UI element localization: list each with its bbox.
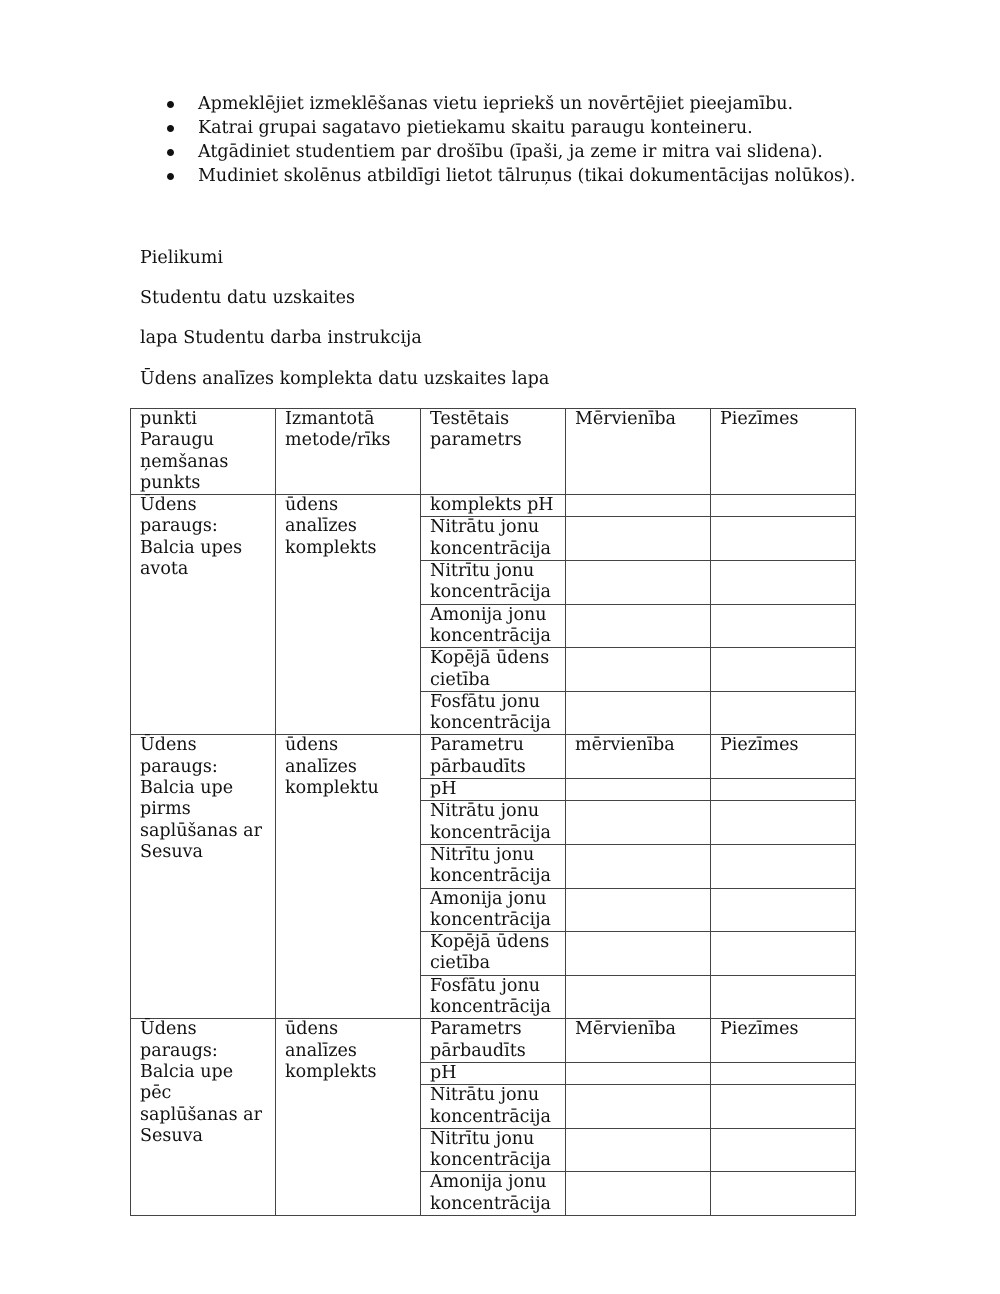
intro-bullet-list xyxy=(140,92,960,188)
bullet-item xyxy=(140,140,960,164)
unit-cell xyxy=(566,604,711,648)
parameter-cell: Nitrītu jonu koncentrācija xyxy=(421,1128,566,1172)
bullet-item xyxy=(140,116,960,140)
notes-cell xyxy=(711,888,856,932)
appendix-title: Pielikumi xyxy=(140,248,223,268)
unit-cell xyxy=(566,844,711,888)
header-unit: Mērvienība xyxy=(566,409,711,495)
sample-cell: Ūdens paraugs: Balcia upes avota xyxy=(131,495,276,735)
parameter-cell: komplekts pH xyxy=(421,495,566,517)
unit-cell xyxy=(566,561,711,605)
unit-cell xyxy=(566,1062,711,1084)
notes-cell xyxy=(711,1062,856,1084)
method-cell: ūdens analīzes komplektu xyxy=(276,735,421,1019)
unit-cell xyxy=(566,495,711,517)
parameter-cell: Amonija jonu koncentrācija xyxy=(421,888,566,932)
notes-cell xyxy=(711,1128,856,1172)
parameter-cell: Parametru pārbaudīts xyxy=(421,735,566,779)
notes-cell xyxy=(711,604,856,648)
parameter-cell: Nitrītu jonu koncentrācija xyxy=(421,561,566,605)
notes-cell xyxy=(711,517,856,561)
parameter-cell: Nitrītu jonu koncentrācija xyxy=(421,844,566,888)
unit-cell xyxy=(566,779,711,801)
header-method: Izmantotā metode/rīks xyxy=(276,409,421,495)
header-parameter: Testētais parametrs xyxy=(421,409,566,495)
bullet-text: Mudiniet skolēnus atbildīgi lietot tālruņus (tikai dokumentācijas nolūkos). xyxy=(198,166,856,186)
method-cell: ūdens analīzes komplekts xyxy=(276,495,421,735)
bullet-dot-icon xyxy=(167,173,174,180)
bullet-text: Apmeklējiet izmeklēšanas vietu iepriekš un novērtējiet pieejamību. xyxy=(198,94,794,114)
notes-cell xyxy=(711,975,856,1019)
parameter-cell: Nitrātu jonu koncentrācija xyxy=(421,1085,566,1129)
notes-cell xyxy=(711,1172,856,1216)
parameter-cell: Fosfātu jonu koncentrācija xyxy=(421,691,566,735)
bullet-text: Atgādiniet studentiem par drošību (īpaši, ja zeme ir mitra vai slidena). xyxy=(198,142,823,162)
notes-cell xyxy=(711,932,856,976)
parameter-cell: Nitrātu jonu koncentrācija xyxy=(421,801,566,845)
notes-cell: Piezīmes xyxy=(711,735,856,779)
parameter-cell: Fosfātu jonu koncentrācija xyxy=(421,975,566,1019)
unit-cell xyxy=(566,801,711,845)
method-cell: ūdens analīzes komplekts xyxy=(276,1019,421,1216)
notes-cell xyxy=(711,561,856,605)
unit-cell xyxy=(566,888,711,932)
table-header-row xyxy=(131,409,856,495)
bullet-dot-icon xyxy=(167,101,174,108)
unit-cell xyxy=(566,1085,711,1129)
parameter-cell: Amonija jonu koncentrācija xyxy=(421,1172,566,1216)
sample-cell: Ūdens paraugs: Balcia upe pirms saplūšanas ar Sesuva xyxy=(131,735,276,1019)
unit-cell: mērvienība xyxy=(566,735,711,779)
notes-cell xyxy=(711,801,856,845)
notes-cell xyxy=(711,495,856,517)
header-sample-point xyxy=(131,409,276,495)
unit-cell xyxy=(566,648,711,692)
parameter-cell: Amonija jonu koncentrācija xyxy=(421,604,566,648)
bullet-text: Katrai grupai sagatavo pietiekamu skaitu paraugu konteineru. xyxy=(198,118,753,138)
parameter-cell: pH xyxy=(421,779,566,801)
water-analysis-table xyxy=(130,408,856,1216)
header-notes: Piezīmes xyxy=(711,409,856,495)
unit-cell: Mērvienība xyxy=(566,1019,711,1063)
notes-cell xyxy=(711,779,856,801)
table-row xyxy=(131,495,856,517)
table-row xyxy=(131,1019,856,1063)
bullet-dot-icon xyxy=(167,125,174,132)
unit-cell xyxy=(566,1128,711,1172)
unit-cell xyxy=(566,1172,711,1216)
table-title: Ūdens analīzes komplekta datu uzskaites lapa xyxy=(140,369,550,389)
sample-cell: Ūdens paraugs: Balcia upe pēc saplūšanas ar Sesuva xyxy=(131,1019,276,1216)
bullet-dot-icon xyxy=(167,149,174,156)
bullet-item xyxy=(140,92,960,116)
notes-cell xyxy=(711,648,856,692)
notes-cell xyxy=(711,691,856,735)
parameter-cell: pH xyxy=(421,1062,566,1084)
section-line: lapa Studentu darba instrukcija xyxy=(140,328,422,348)
unit-cell xyxy=(566,691,711,735)
header-text: Paraugu ņemšanas punkts xyxy=(140,430,229,493)
bullet-item xyxy=(140,164,960,188)
unit-cell xyxy=(566,975,711,1019)
unit-cell xyxy=(566,517,711,561)
parameter-cell: Kopējā ūdens cietība xyxy=(421,648,566,692)
unit-cell xyxy=(566,932,711,976)
parameter-cell: Parametrs pārbaudīts xyxy=(421,1019,566,1063)
notes-cell xyxy=(711,1085,856,1129)
notes-cell: Piezīmes xyxy=(711,1019,856,1063)
notes-cell xyxy=(711,844,856,888)
parameter-cell: Kopējā ūdens cietība xyxy=(421,932,566,976)
parameter-cell: Nitrātu jonu koncentrācija xyxy=(421,517,566,561)
table-row xyxy=(131,735,856,779)
header-text: punkti xyxy=(140,409,197,429)
section-line: Studentu datu uzskaites xyxy=(140,288,355,308)
